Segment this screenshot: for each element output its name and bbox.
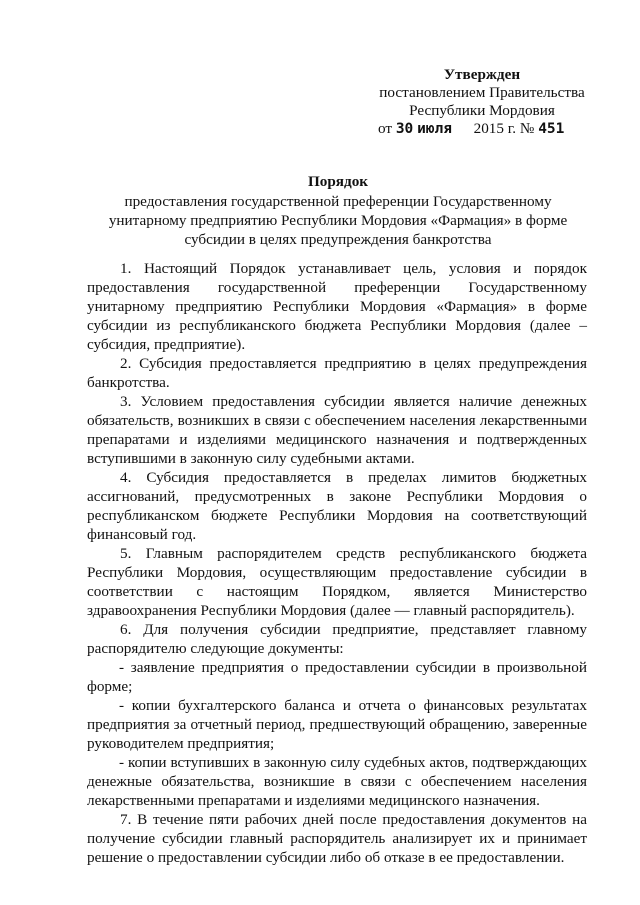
date-prefix: от (378, 120, 393, 137)
date-day: 30 (395, 121, 414, 137)
approval-block (372, 66, 592, 138)
list-item-application: - заявление предприятия о предоставлении субсидии в произвольной форме; (87, 659, 587, 695)
list-item-court-acts: - копии вступивших в законную силу судебных актов, подтверждающих денежные обязательства, возникшие в связи с обеспечением населения лекарственными препаратами и изделиями медицинского назначения. (87, 754, 587, 809)
approval-line-2: Республики Мордовия (409, 102, 555, 119)
document-subtitle-line-1: предоставления государственной преференции Государственному (124, 193, 552, 210)
document-title-block (88, 172, 588, 249)
document-subtitle-line-2: унитарному предприятию Республики Мордовия «Фармация» в форме (108, 212, 568, 229)
paragraph-7: 7. В течение пяти рабочих дней после предоставления документов на получение субсидии главный распорядитель анализирует их и принимает решение о предоставлении субсидии либо об отказе в ее предоставлении. (87, 811, 587, 866)
approval-title: Утвержден (443, 66, 521, 83)
paragraph-6: 6. Для получения субсидии предприятие, представляет главному распорядителю следующие документы: (87, 621, 587, 657)
document-title: Порядок (307, 173, 369, 190)
date-month: июля (417, 121, 453, 137)
paragraph-1: 1. Настоящий Порядок устанавливает цель, условия и порядок предоставления государственной преференции Государственному унитарному предприятию Республики Мордовия «Фармация» в форме субсидии из республиканского бюджета Республики Мордовия (далее – субсидия, предприятие). (87, 260, 587, 353)
paragraph-2: 2. Субсидия предоставляется предприятию в целях предупреждения банкротства. (87, 355, 587, 391)
document-subtitle-line-3: субсидии в целях предупреждения банкротства (184, 231, 492, 248)
document-number: 451 (538, 121, 565, 137)
approval-date-line (372, 120, 592, 138)
approval-line-1: постановлением Правительства (379, 84, 585, 101)
paragraph-5: 5. Главным распорядителем средств республиканского бюджета Республики Мордовия, осуществляющим предоставление субсидии в соответствии с настоящим Порядком, является Министерство здравоохранения Республики Мордовия (далее — главный распорядитель). (87, 545, 587, 619)
paragraph-3: 3. Условием предоставления субсидии является наличие денежных обязательств, возникших в связи с обеспечением населения лекарственными препаратами и изделиями медицинского назначения и подтвержденных вступившими в законную силу судебными актами. (87, 393, 587, 467)
date-year: 2015 г. № (473, 120, 535, 137)
paragraph-4: 4. Субсидия предоставляется в пределах лимитов бюджетных ассигнований, предусмотренных в законе Республики Мордовия о республиканском бюджете Республики Мордовия на соответствующий финансовый год. (87, 469, 587, 543)
document-body (87, 259, 587, 867)
list-item-balance-copies: - копии бухгалтерского баланса и отчета о финансовых результатах предприятия за отчетный период, предшествующий обращению, заверенные руководителем предприятия; (87, 697, 587, 752)
